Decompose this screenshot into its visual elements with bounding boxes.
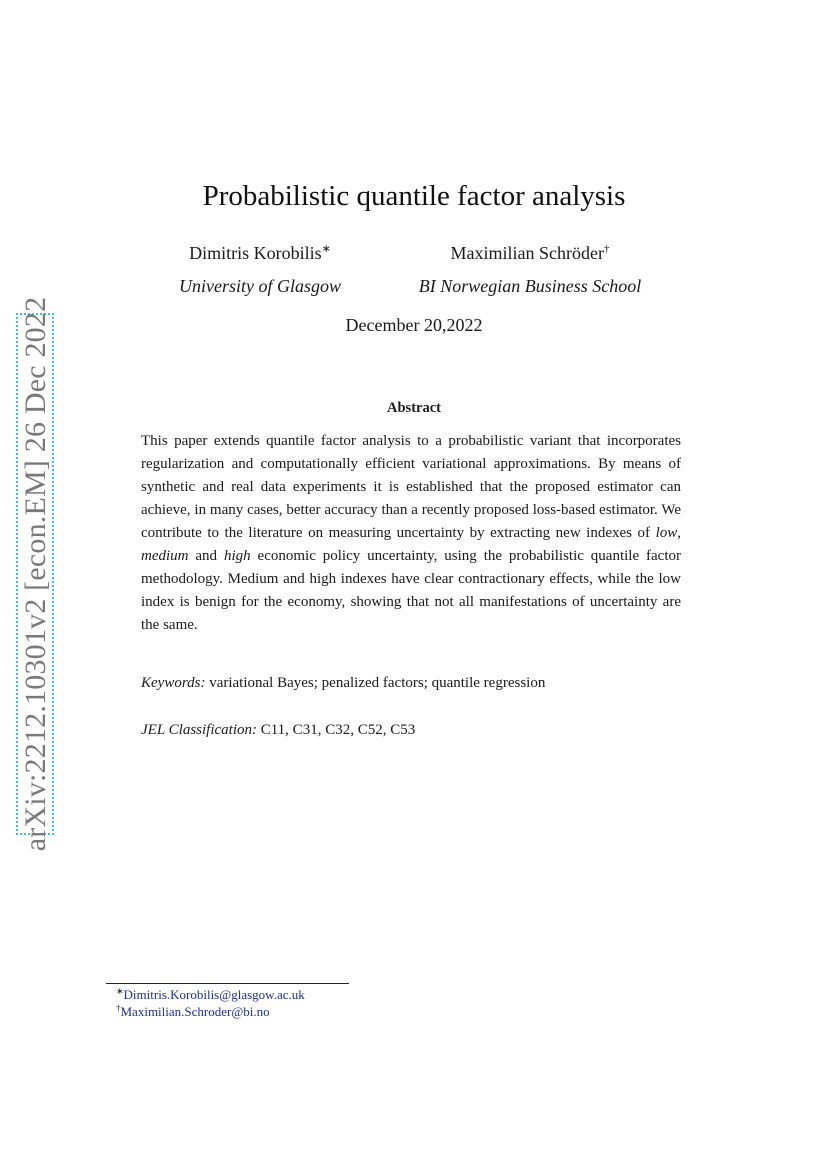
keywords-line (141, 675, 545, 692)
author-affiliation: BI Norwegian Business School (418, 276, 642, 296)
jel-label: JEL Classification: (141, 722, 257, 738)
jel-codes: C11, C31, C32, C52, C53 (256, 722, 416, 738)
keywords-text: variational Bayes; penalized factors; quantile regression (205, 675, 546, 691)
author-block (380, 243, 680, 297)
footnote-mark: † (116, 1003, 121, 1013)
footnote (116, 1004, 270, 1020)
author-affiliation: University of Glasgow (179, 276, 341, 296)
abstract-text: This paper extends quantile factor analysis to a probabilistic variant that incorporates regularization and computationally efficient variational approximations. By means of synthetic and real data experiments it is established that the proposed estimator can achieve, in many cases, better accuracy than a recently proposed loss-based estimator. We contribute to the literature on measuring uncertainty by extracting new indexes of low, medium and high economic policy uncertainty, using the probabilistic quantile factor methodology. Medium and high indexes have clear contractionary effects, while the low index is benign for the economy, showing that not all manifestations of uncertainty are the same. (141, 433, 681, 633)
author-footnote-mark: † (603, 243, 610, 255)
footnote (116, 987, 305, 1003)
author-email-link[interactable]: Dimitris.Korobilis@glasgow.ac.uk (123, 987, 305, 1002)
footnote-rule (106, 983, 349, 984)
paper-date: December 20,2022 (345, 315, 483, 335)
author-name: Dimitris Korobilis∗ (189, 243, 331, 263)
keywords-label: Keywords: (141, 675, 206, 691)
author-email-link[interactable]: Maximilian.Schroder@bi.no (120, 1004, 270, 1019)
abstract-heading: Abstract (387, 400, 441, 416)
author-block (150, 243, 370, 297)
arxiv-identifier: arXiv:2212.10301v2 [econ.EM] 26 Dec 2022 (19, 296, 52, 852)
jel-classification-line (141, 722, 415, 739)
author-footnote-mark: ∗ (321, 243, 331, 255)
footnote-mark: ∗ (116, 986, 124, 996)
paper-title: Probabilistic quantile factor analysis (202, 180, 626, 212)
author-name: Maximilian Schröder† (450, 243, 610, 263)
